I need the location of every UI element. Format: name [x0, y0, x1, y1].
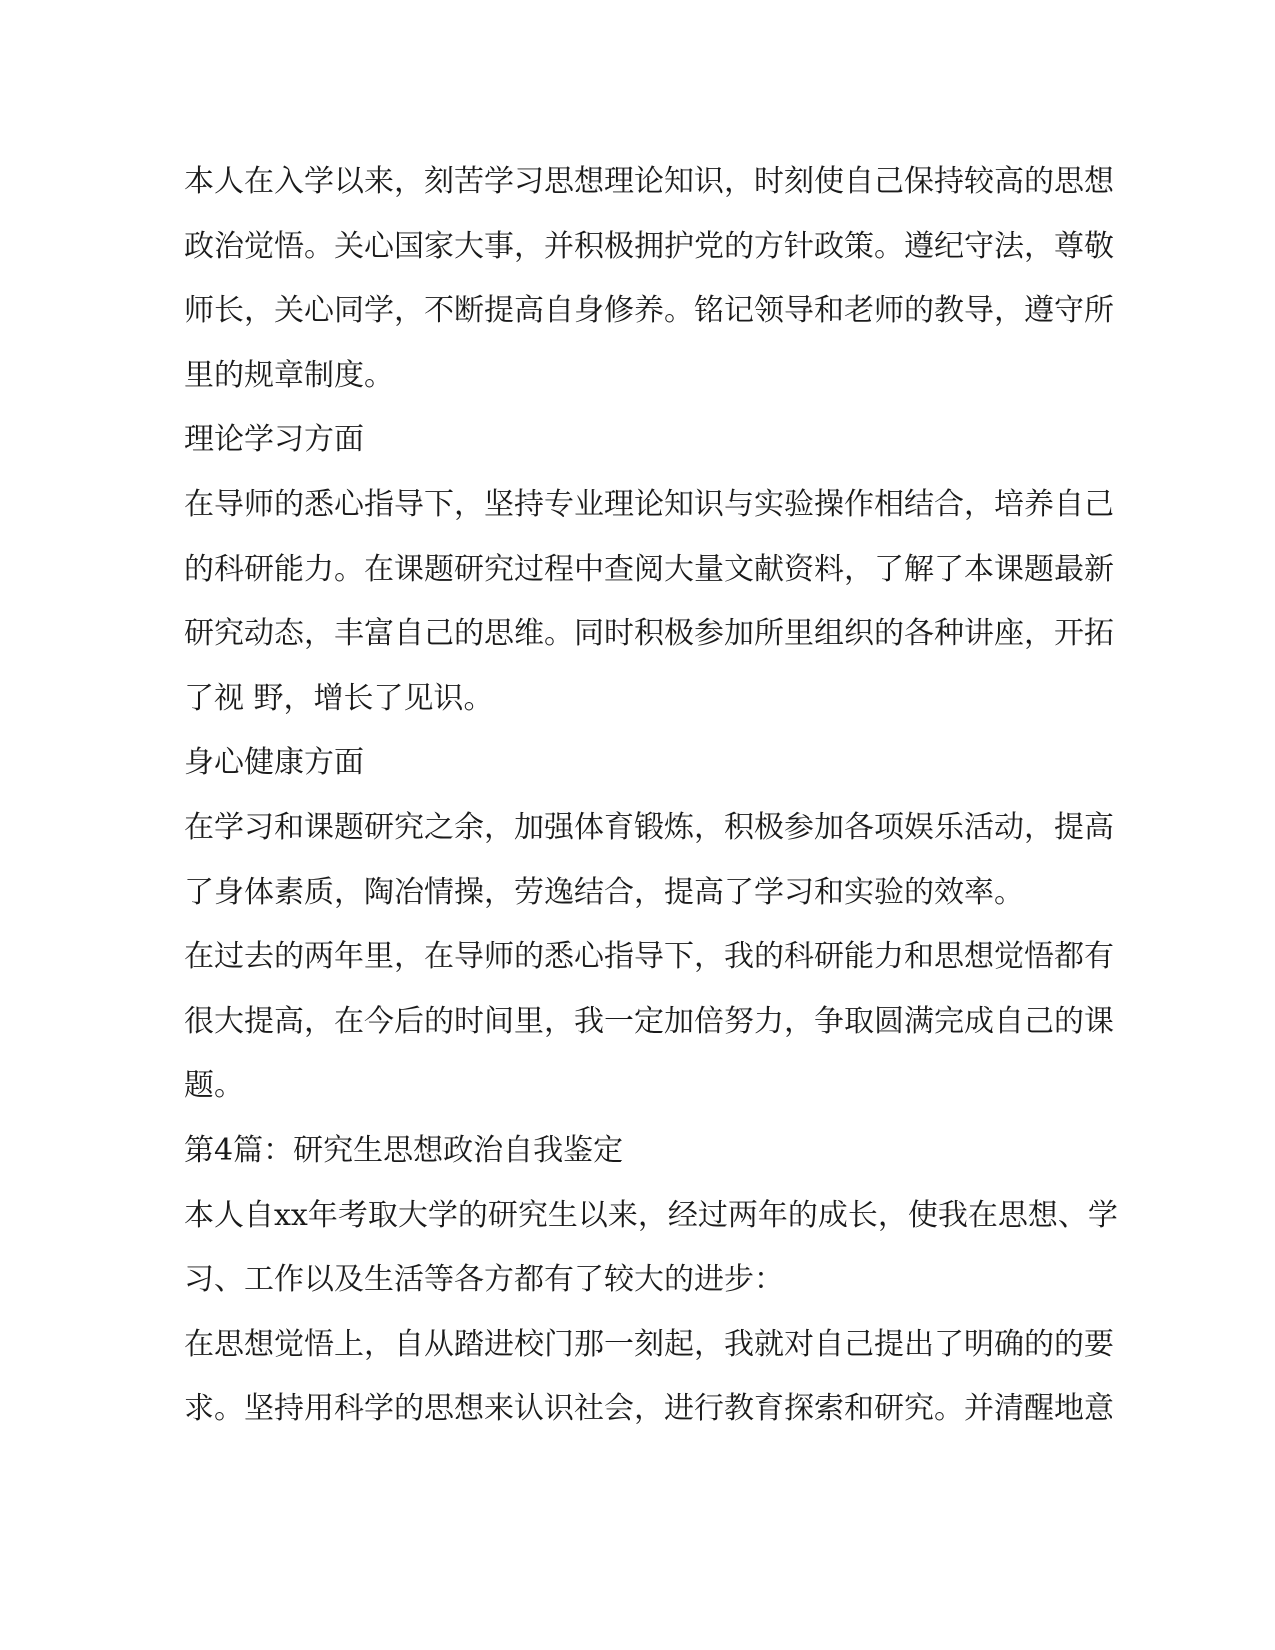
paragraph-line: 里的规章制度。 [184, 357, 394, 393]
paragraph-line: 了身体素质，陶冶情操，劳逸结合，提高了学习和实验的效率。 [184, 874, 1024, 910]
paragraph-line: 政治觉悟。关心国家大事，并积极拥护党的方针政策。遵纪守法，尊敬 [184, 228, 1114, 264]
paragraph-line: 在过去的两年里，在导师的悉心指导下，我的科研能力和思想觉悟都有 [184, 939, 1114, 975]
paragraph-line: 研究动态，丰富自己的思维。同时积极参加所里组织的各种讲座，开拓 [184, 616, 1114, 652]
section-heading: 身心健康方面 [184, 745, 364, 781]
paragraph-line: 求。坚持用科学的思想来认识社会，进行教育探索和研究。并清醒地意 [184, 1391, 1114, 1427]
paragraph-line: 了视 野，增长了见识。 [184, 680, 494, 716]
paragraph-line: 本人在入学以来，刻苦学习思想理论知识，时刻使自己保持较高的思想 [184, 164, 1114, 199]
paragraph-line: 本人自xx年考取大学的研究生以来，经过两年的成长，使我在思想、学 [184, 1197, 1118, 1233]
section-heading: 理论学习方面 [184, 422, 364, 458]
paragraph-line: 的科研能力。在课题研究过程中查阅大量文献资料，了解了本课题最新 [184, 551, 1114, 587]
article-title: 第4篇：研究生思想政治自我鉴定 [184, 1132, 624, 1168]
paragraph-line: 习、工作以及生活等各方都有了较大的进步： [184, 1262, 784, 1298]
paragraph-line: 题。 [184, 1068, 244, 1104]
paragraph-line: 在导师的悉心指导下，坚持专业理论知识与实验操作相结合，培养自己 [184, 486, 1114, 522]
document-body [184, 150, 1118, 1442]
paragraph-line: 师长，关心同学，不断提高自身修养。铭记领导和老师的教导，遵守所 [184, 293, 1114, 329]
paragraph-line: 很大提高，在今后的时间里，我一定加倍努力，争取圆满完成自己的课 [184, 1003, 1114, 1039]
paragraph-line: 在学习和课题研究之余，加强体育锻炼，积极参加各项娱乐活动，提高 [184, 809, 1114, 845]
paragraph-line: 在思想觉悟上，自从踏进校门那一刻起，我就对自己提出了明确的的要 [184, 1326, 1114, 1362]
